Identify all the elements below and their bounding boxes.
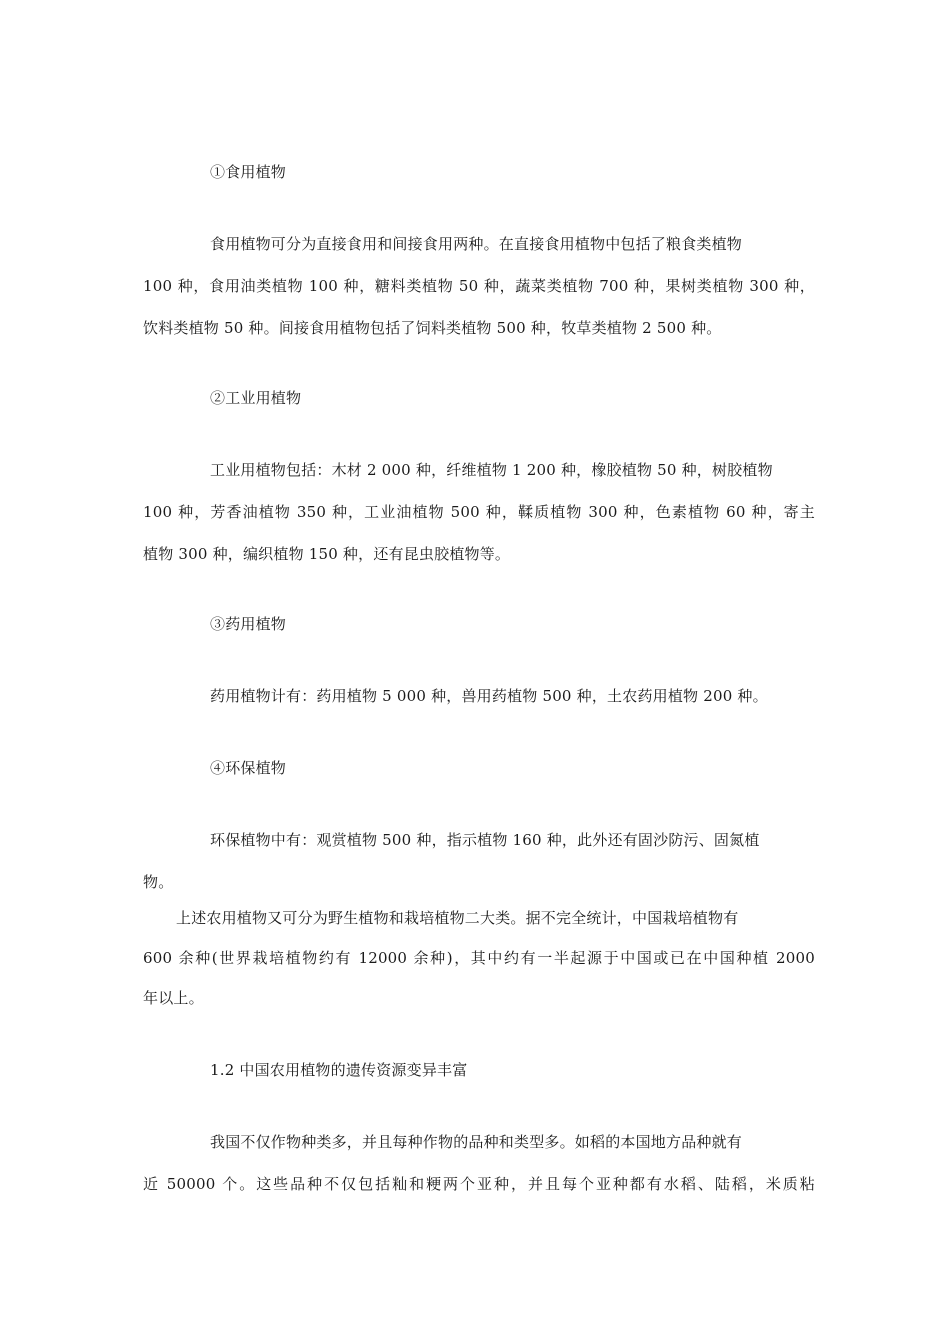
paragraph-line: 600 余种(世界栽培植物约有 12000 余种)，其中约有一半起源于中国或已在中国种植 2000 xyxy=(143,949,815,967)
paragraph-line: 我国不仅作物种类多，并且每种作物的品种和类型多。如稻的本国地方品种就有 xyxy=(210,1133,743,1151)
section-heading-industrial-plants: ②工业用植物 xyxy=(210,389,302,407)
paragraph-line: 100 种，食用油类植物 100 种，糖料类植物 50 种，蔬菜类植物 700 种，果树类植物 300 种， xyxy=(143,277,815,295)
section-heading-food-plants: ①食用植物 xyxy=(210,163,287,181)
paragraph-line: 工业用植物包括：木材 2 000 种，纤维植物 1 200 种，橡胶植物 50 种，树胶植物 xyxy=(210,461,773,479)
paragraph-line: 食用植物可分为直接食用和间接食用两种。在直接食用植物中包括了粮食类植物 xyxy=(210,235,743,253)
section-heading-environmental-plants: ④环保植物 xyxy=(210,759,287,777)
section-heading-medicinal-plants: ③药用植物 xyxy=(210,615,287,633)
paragraph-line: 饮料类植物 50 种。间接食用植物包括了饲料类植物 500 种，牧草类植物 2 500 种。 xyxy=(143,319,722,337)
paragraph-line: 物。 xyxy=(143,873,174,891)
paragraph-line: 近 50000 个。这些品种不仅包括籼和粳两个亚种，并且每个亚种都有水稻、陆稻，米质粘 xyxy=(143,1175,815,1193)
paragraph-line: 环保植物中有：观赏植物 500 种，指示植物 160 种，此外还有固沙防污、固氮植 xyxy=(210,831,760,849)
paragraph-line: 上述农用植物又可分为野生植物和栽培植物二大类。据不完全统计，中国栽培植物有 xyxy=(176,909,739,927)
paragraph-line: 100 种，芳香油植物 350 种，工业油植物 500 种，鞣质植物 300 种，色素植物 60 种，寄主 xyxy=(143,503,815,521)
paragraph-line: 植物 300 种，编织植物 150 种，还有昆虫胶植物等。 xyxy=(143,545,511,563)
paragraph-line: 年以上。 xyxy=(143,989,204,1007)
section-heading-1-2: 1.2 中国农用植物的遗传资源变异丰富 xyxy=(210,1061,468,1079)
paragraph-line: 药用植物计有：药用植物 5 000 种，兽用药植物 500 种，土农药用植物 200 种。 xyxy=(210,687,768,705)
